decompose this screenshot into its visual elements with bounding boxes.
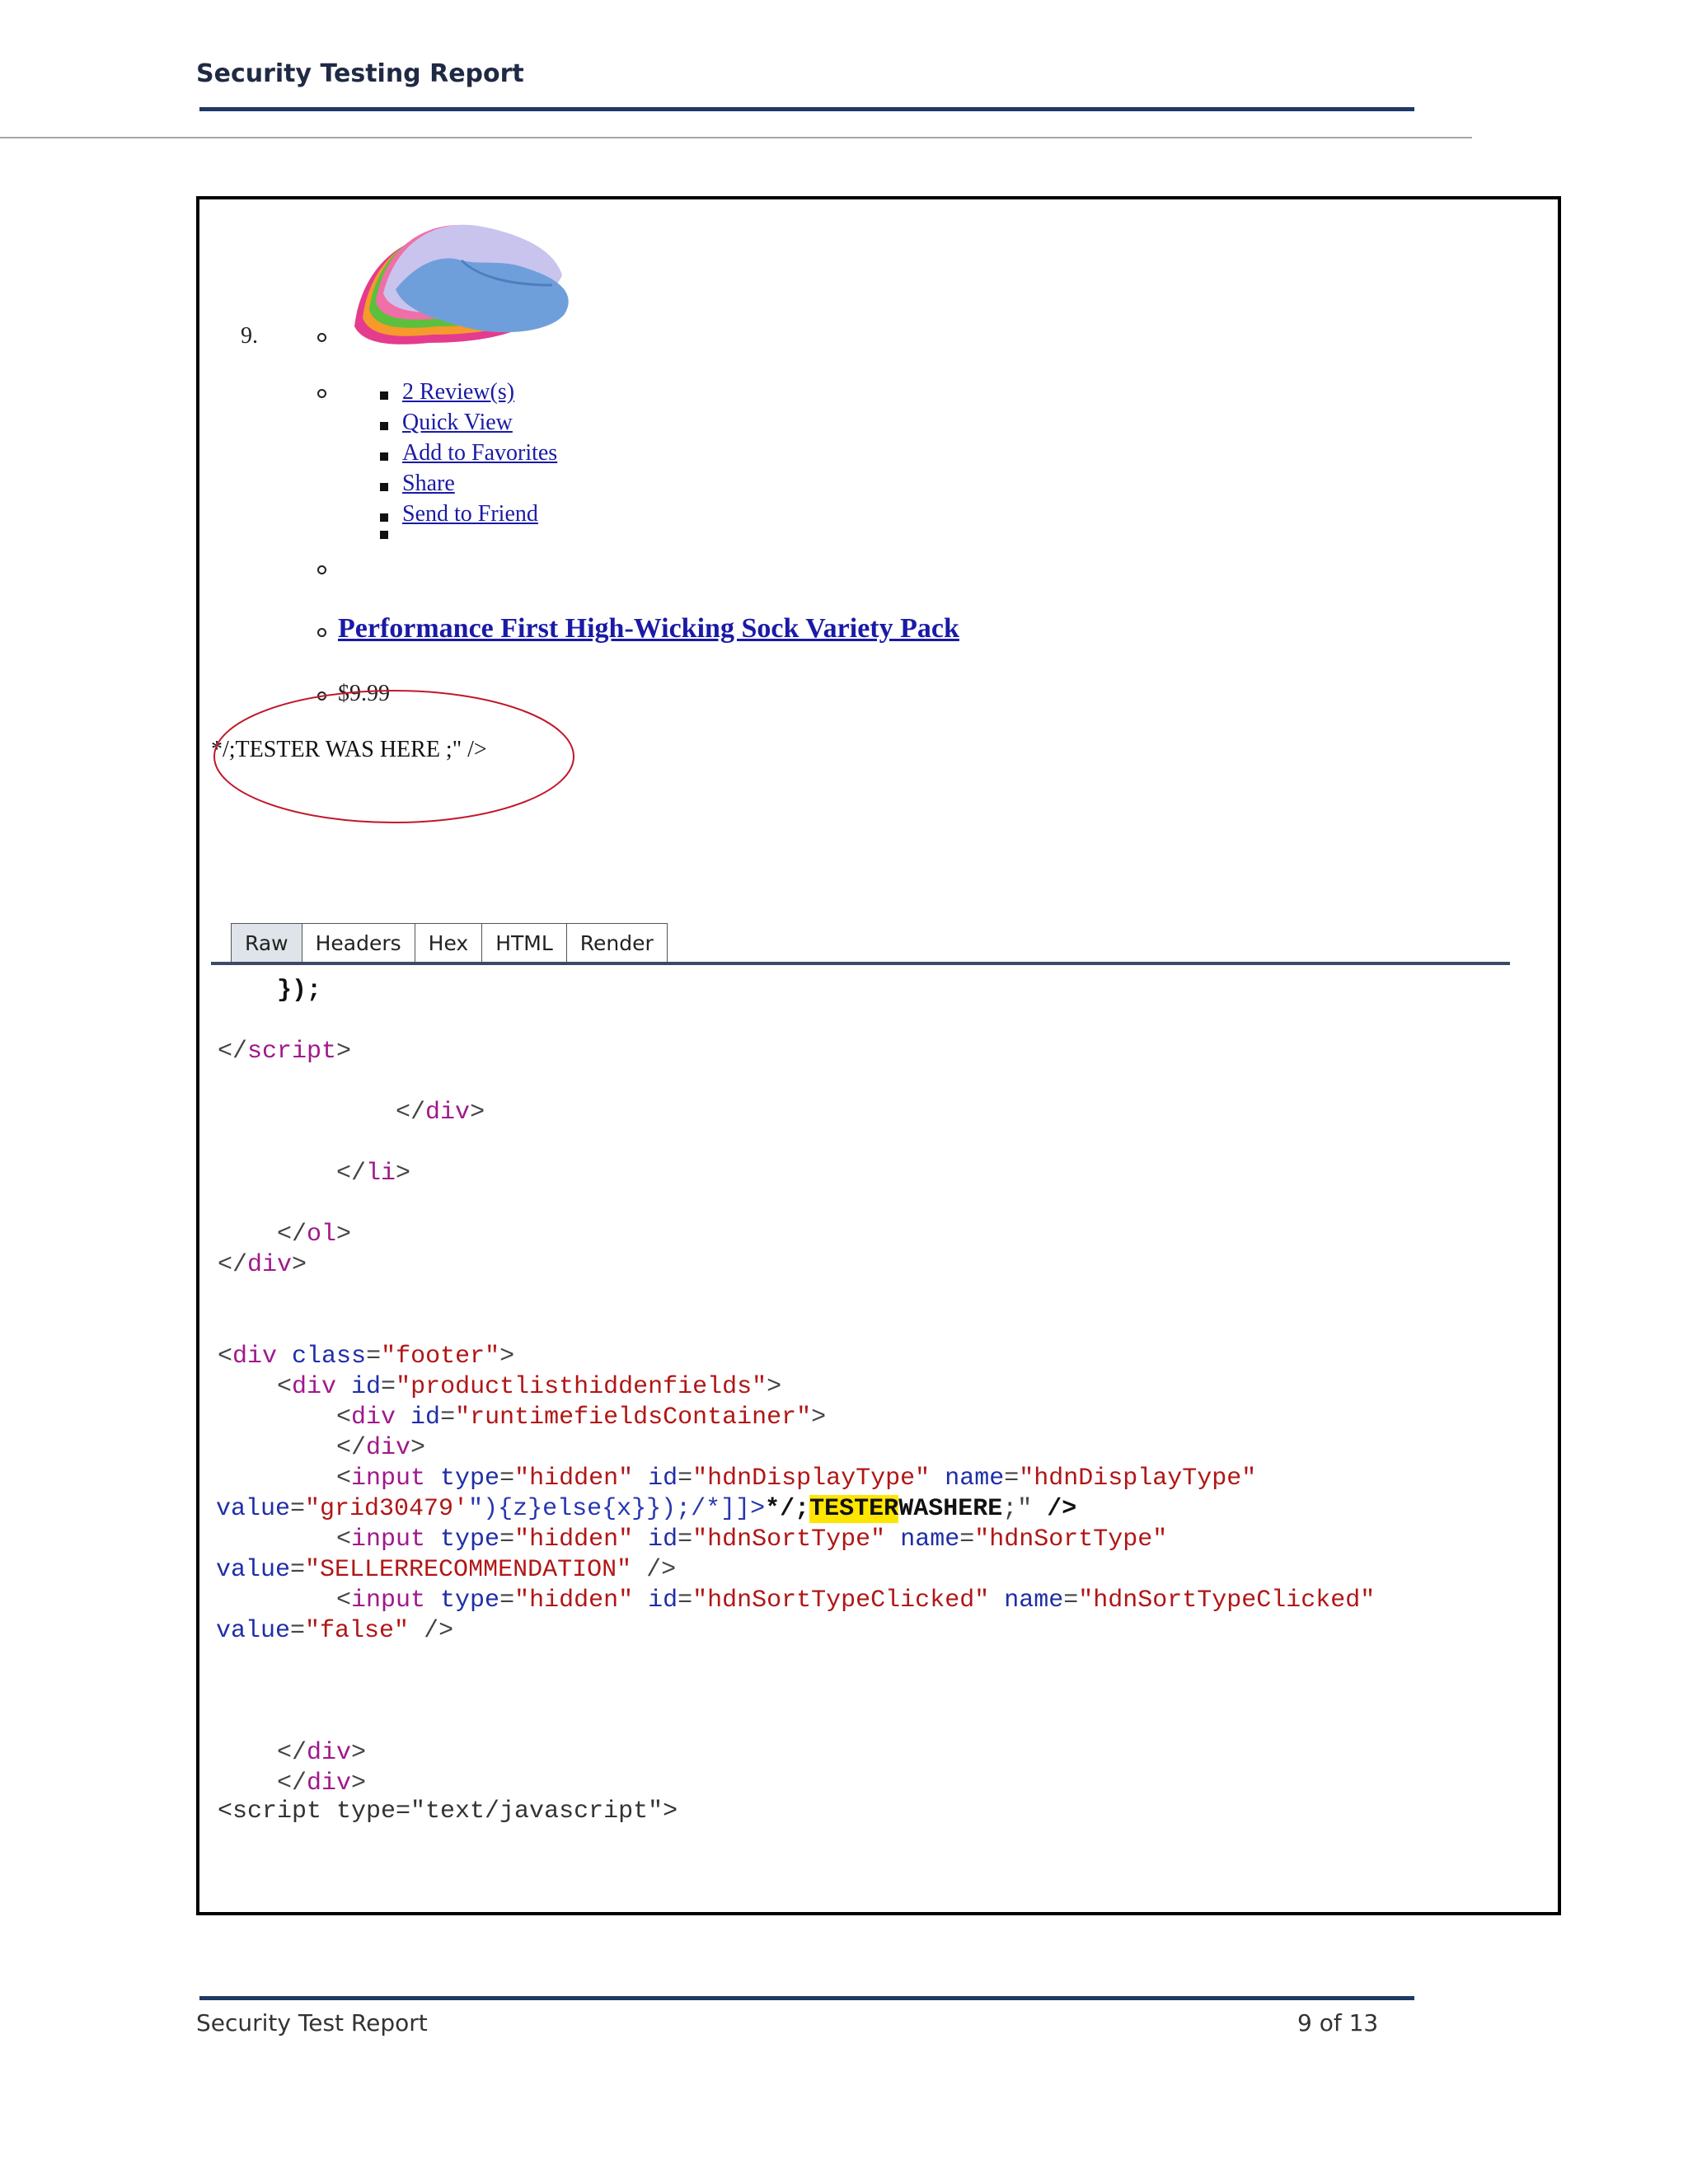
source-line: }); bbox=[218, 977, 322, 1005]
source-line: value="false" /> bbox=[216, 1617, 454, 1645]
bullet-circle bbox=[317, 565, 326, 574]
quick-view-link[interactable]: Quick View bbox=[402, 410, 513, 435]
source-line: </script> bbox=[218, 1038, 352, 1066]
product-title-link[interactable]: Performance First High-Wicking Sock Variety Pack bbox=[338, 613, 959, 644]
injected-payload-text: */;TESTER WAS HERE ;" /> bbox=[211, 737, 487, 762]
add-to-favorites-link[interactable]: Add to Favorites bbox=[402, 440, 558, 466]
bullet-circle bbox=[317, 628, 326, 637]
footer-rule bbox=[199, 1996, 1414, 2000]
share-link[interactable]: Share bbox=[402, 471, 455, 496]
source-line: </div> bbox=[218, 1434, 426, 1462]
cropped-source-line-wrap bbox=[199, 1797, 1551, 1830]
page-number: 9 of 13 bbox=[1297, 2009, 1379, 2036]
list-item-number: 9. bbox=[241, 323, 258, 349]
send-to-friend-link[interactable]: Send to Friend bbox=[402, 501, 538, 527]
bullet-circle bbox=[317, 389, 326, 398]
tab-html[interactable]: HTML bbox=[482, 923, 567, 963]
source-line: <input type="hidden" id="hdnSortTypeClicked" name="hdnSortTypeClicked" bbox=[218, 1586, 1376, 1615]
source-line: <div id="productlisthiddenfields"> bbox=[218, 1373, 782, 1401]
source-line: <input type="hidden" id="hdnSortType" name="hdnSortType" bbox=[218, 1526, 1168, 1554]
tab-render[interactable]: Render bbox=[567, 923, 668, 963]
reviews-link[interactable]: 2 Review(s) bbox=[402, 379, 515, 405]
highlighted-payload: TESTER bbox=[809, 1495, 899, 1523]
tab-headers[interactable]: Headers bbox=[302, 923, 415, 963]
tabs-underline bbox=[211, 962, 1510, 965]
source-line-injected: value="grid30479'"){z}else{x}});/*]]>*/;TESTERWASHERE;" /> bbox=[216, 1495, 1077, 1523]
source-line: </div> bbox=[218, 1739, 367, 1767]
source-line: </div> bbox=[218, 1769, 367, 1797]
tab-raw[interactable]: Raw bbox=[231, 923, 302, 963]
bullet-square bbox=[380, 391, 388, 400]
source-line: </div> bbox=[218, 1099, 485, 1127]
bullet-square bbox=[380, 531, 388, 539]
bullet-square bbox=[380, 483, 388, 491]
source-line: <div id="runtimefieldsContainer"> bbox=[218, 1404, 827, 1432]
header-divider bbox=[0, 137, 1472, 138]
source-line-cropped: <script type="text/javascript"> bbox=[218, 1797, 678, 1825]
tab-hex[interactable]: Hex bbox=[415, 923, 483, 963]
product-price: $9.99 bbox=[338, 681, 390, 706]
source-line: value="SELLERRECOMMENDATION" /> bbox=[216, 1556, 677, 1584]
response-view-tabs bbox=[231, 923, 668, 963]
source-line: </div> bbox=[218, 1251, 307, 1279]
bullet-square bbox=[380, 513, 388, 522]
sock-product-image bbox=[338, 211, 585, 359]
bullet-square bbox=[380, 422, 388, 430]
report-header-title: Security Testing Report bbox=[196, 59, 524, 88]
screenshot-evidence-frame bbox=[196, 196, 1561, 1915]
bullet-square bbox=[380, 452, 388, 461]
annotation-ellipse bbox=[211, 687, 580, 829]
footer-title: Security Test Report bbox=[196, 2009, 428, 2036]
bullet-circle bbox=[317, 333, 326, 342]
source-line: </ol> bbox=[218, 1221, 352, 1249]
source-line: <input type="hidden" id="hdnDisplayType" name="hdnDisplayType" bbox=[218, 1465, 1257, 1493]
header-rule bbox=[199, 107, 1414, 111]
source-line: </li> bbox=[218, 1160, 411, 1188]
source-line: <div class="footer"> bbox=[218, 1343, 515, 1371]
